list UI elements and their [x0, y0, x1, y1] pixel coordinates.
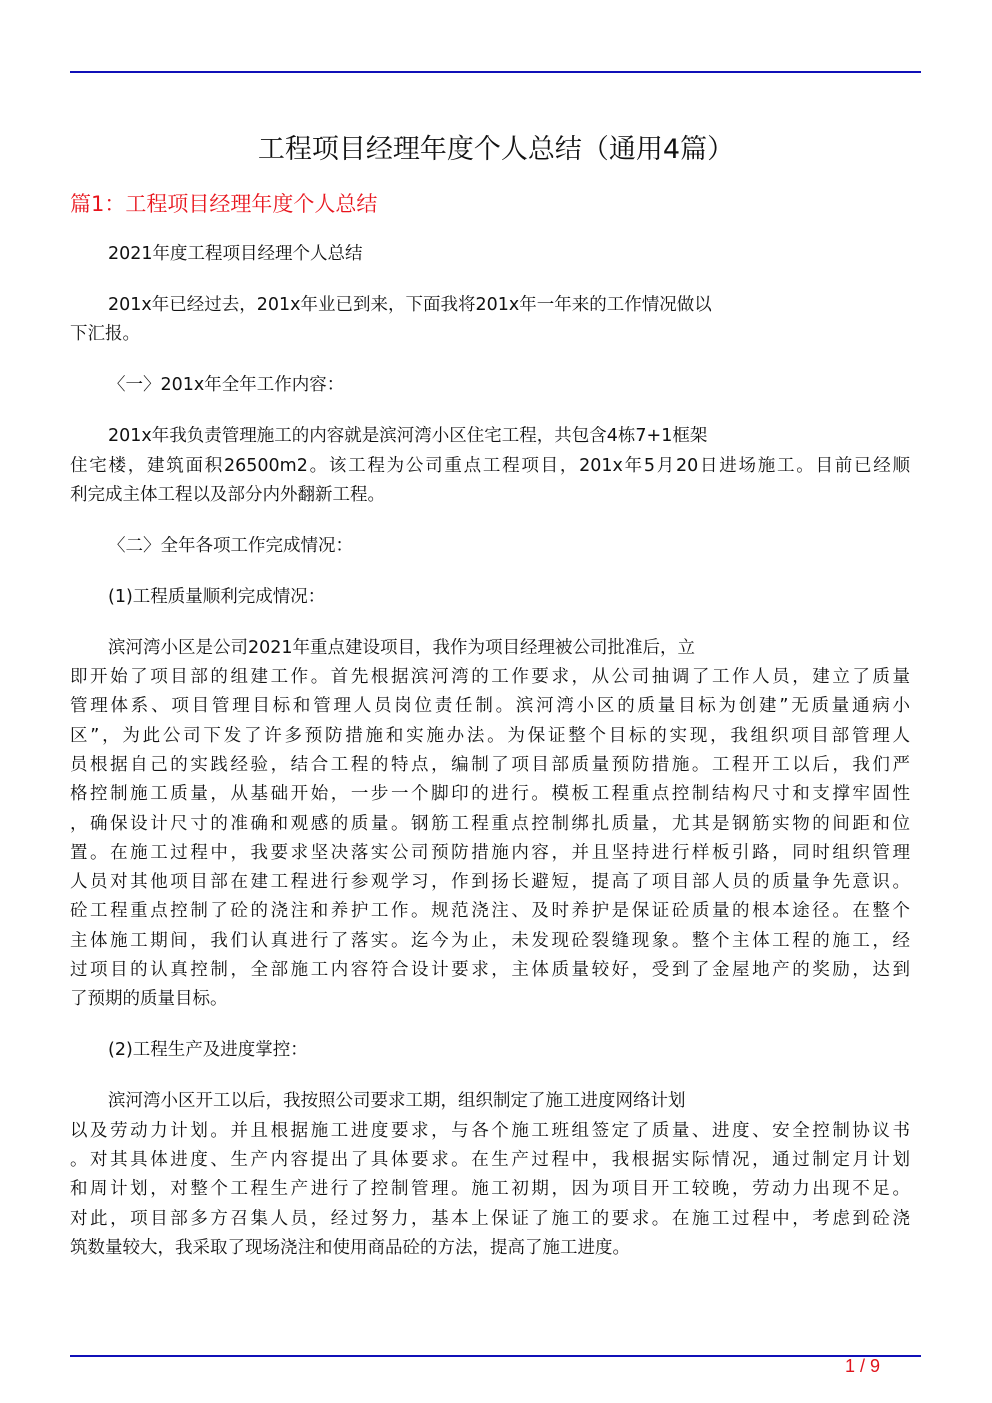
paragraph [70, 583, 910, 612]
header-rule [70, 71, 921, 73]
paragraph-line: (2)工程生产及进度掌控： [108, 1040, 308, 1061]
paragraph-line: 砼工程重点控制了砼的浇注和养护工作。规范浇注、及时养护是保证砼质量的根本途径。在整个 [70, 901, 910, 922]
paragraph-line: 2021年度工程项目经理个人总结 [108, 244, 363, 264]
paragraph-line: 和周计划，对整个工程生产进行了控制管理。施工初期，因为项目开工较晚，劳动力出现不足。 [70, 1179, 910, 1200]
page-number: 1 / 9 [844, 1356, 880, 1376]
paragraph-line: 下汇报。 [70, 324, 140, 345]
paragraph-line: 置。在施工过程中，我要求坚决落实公司预防措施内容，并且坚持进行样板引路，同时组织管理 [70, 842, 910, 863]
paragraph-line: (1)工程质量顺利完成情况： [108, 586, 326, 607]
section-heading: 篇1：工程项目经理年度个人总结 [70, 192, 378, 216]
paragraph-line: 滨河湾小区开工以后，我按照公司要求工期，组织制定了施工进度网络计划 [108, 1091, 686, 1112]
paragraph-line: 201x年我负责管理施工的内容就是滨河湾小区住宅工程，共包含4栋7+1框架 [108, 426, 708, 447]
paragraph [70, 1087, 910, 1263]
paragraph-line: 利完成主体工程以及部分内外翻新工程。 [70, 484, 385, 505]
paragraph-line: 过项目的认真控制，全部施工内容符合设计要求，主体质量较好，受到了金屋地产的奖励，达到 [70, 960, 910, 981]
paragraph-line: 即开始了项目部的组建工作。首先根据滨河湾的工作要求，从公司抽调了工作人员，建立了质量 [70, 667, 910, 688]
paragraph [70, 532, 910, 561]
paragraph-line: 以及劳动力计划。并且根据施工进度要求，与各个施工班组签定了质量、进度、安全控制协议书 [70, 1120, 910, 1141]
paragraph-line: 管理体系、项目管理目标和管理人员岗位责任制。滨河湾小区的质量目标为创建”无质量通病小 [70, 696, 910, 717]
paragraph-line: 区”，为此公司下发了许多预防措施和实施办法。为保证整个目标的实现，我组织项目部管理人 [70, 725, 910, 746]
footer-rule [70, 1355, 921, 1357]
paragraph-line: 〈一〉201x年全年工作内容： [108, 375, 345, 396]
paragraph-line: 201x年已经过去，201x年业已到来，下面我将201x年一年来的工作情况做以 [108, 294, 712, 315]
paragraph-line: 滨河湾小区是公司2021年重点建设项目，我作为项目经理被公司批准后，立 [108, 637, 696, 658]
paragraph [70, 634, 910, 1015]
paragraph-line: ，确保设计尺寸的准确和观感的质量。钢筋工程重点控制绑扎质量，尤其是钢筋实物的间距和位 [70, 813, 910, 834]
paragraph [70, 422, 910, 510]
paragraph-line: 员根据自己的实践经验，结合工程的特点，编制了项目部质量预防措施。工程开工以后，我们严 [70, 754, 910, 775]
paragraph [70, 240, 910, 269]
paragraph-line: 筑数量较大，我采取了现场浇注和使用商品砼的方法，提高了施工进度。 [70, 1237, 630, 1258]
document-title: 工程项目经理年度个人总结（通用4篇） [257, 134, 735, 165]
document-body [70, 240, 910, 1285]
paragraph-line: 了预期的质量目标。 [70, 989, 228, 1010]
paragraph-line: 。对其具体进度、生产内容提出了具体要求。在生产过程中，我根据实际情况，通过制定月计划 [70, 1149, 910, 1170]
paragraph [70, 1036, 910, 1065]
paragraph [70, 291, 910, 350]
paragraph-line: 格控制施工质量，从基础开始，一步一个脚印的进行。模板工程重点控制结构尺寸和支撑牢固性 [70, 784, 910, 805]
paragraph-line: 主体施工期间，我们认真进行了落实。迄今为止，未发现砼裂缝现象。整个主体工程的施工，经 [70, 930, 910, 951]
paragraph [70, 371, 910, 400]
paragraph-line: 人员对其他项目部在建工程进行参观学习，作到扬长避短，提高了项目部人员的质量争先意识。 [70, 872, 910, 893]
paragraph-line: 住宅楼，建筑面积26500m2。该工程为公司重点工程项目，201x年5月20日进场施工。目前已经顺 [70, 455, 910, 476]
paragraph-line: 〈二〉全年各项工作完成情况： [108, 535, 353, 556]
paragraph-line: 对此，项目部多方召集人员，经过努力，基本上保证了施工的要求。在施工过程中，考虑到砼浇 [70, 1208, 910, 1229]
